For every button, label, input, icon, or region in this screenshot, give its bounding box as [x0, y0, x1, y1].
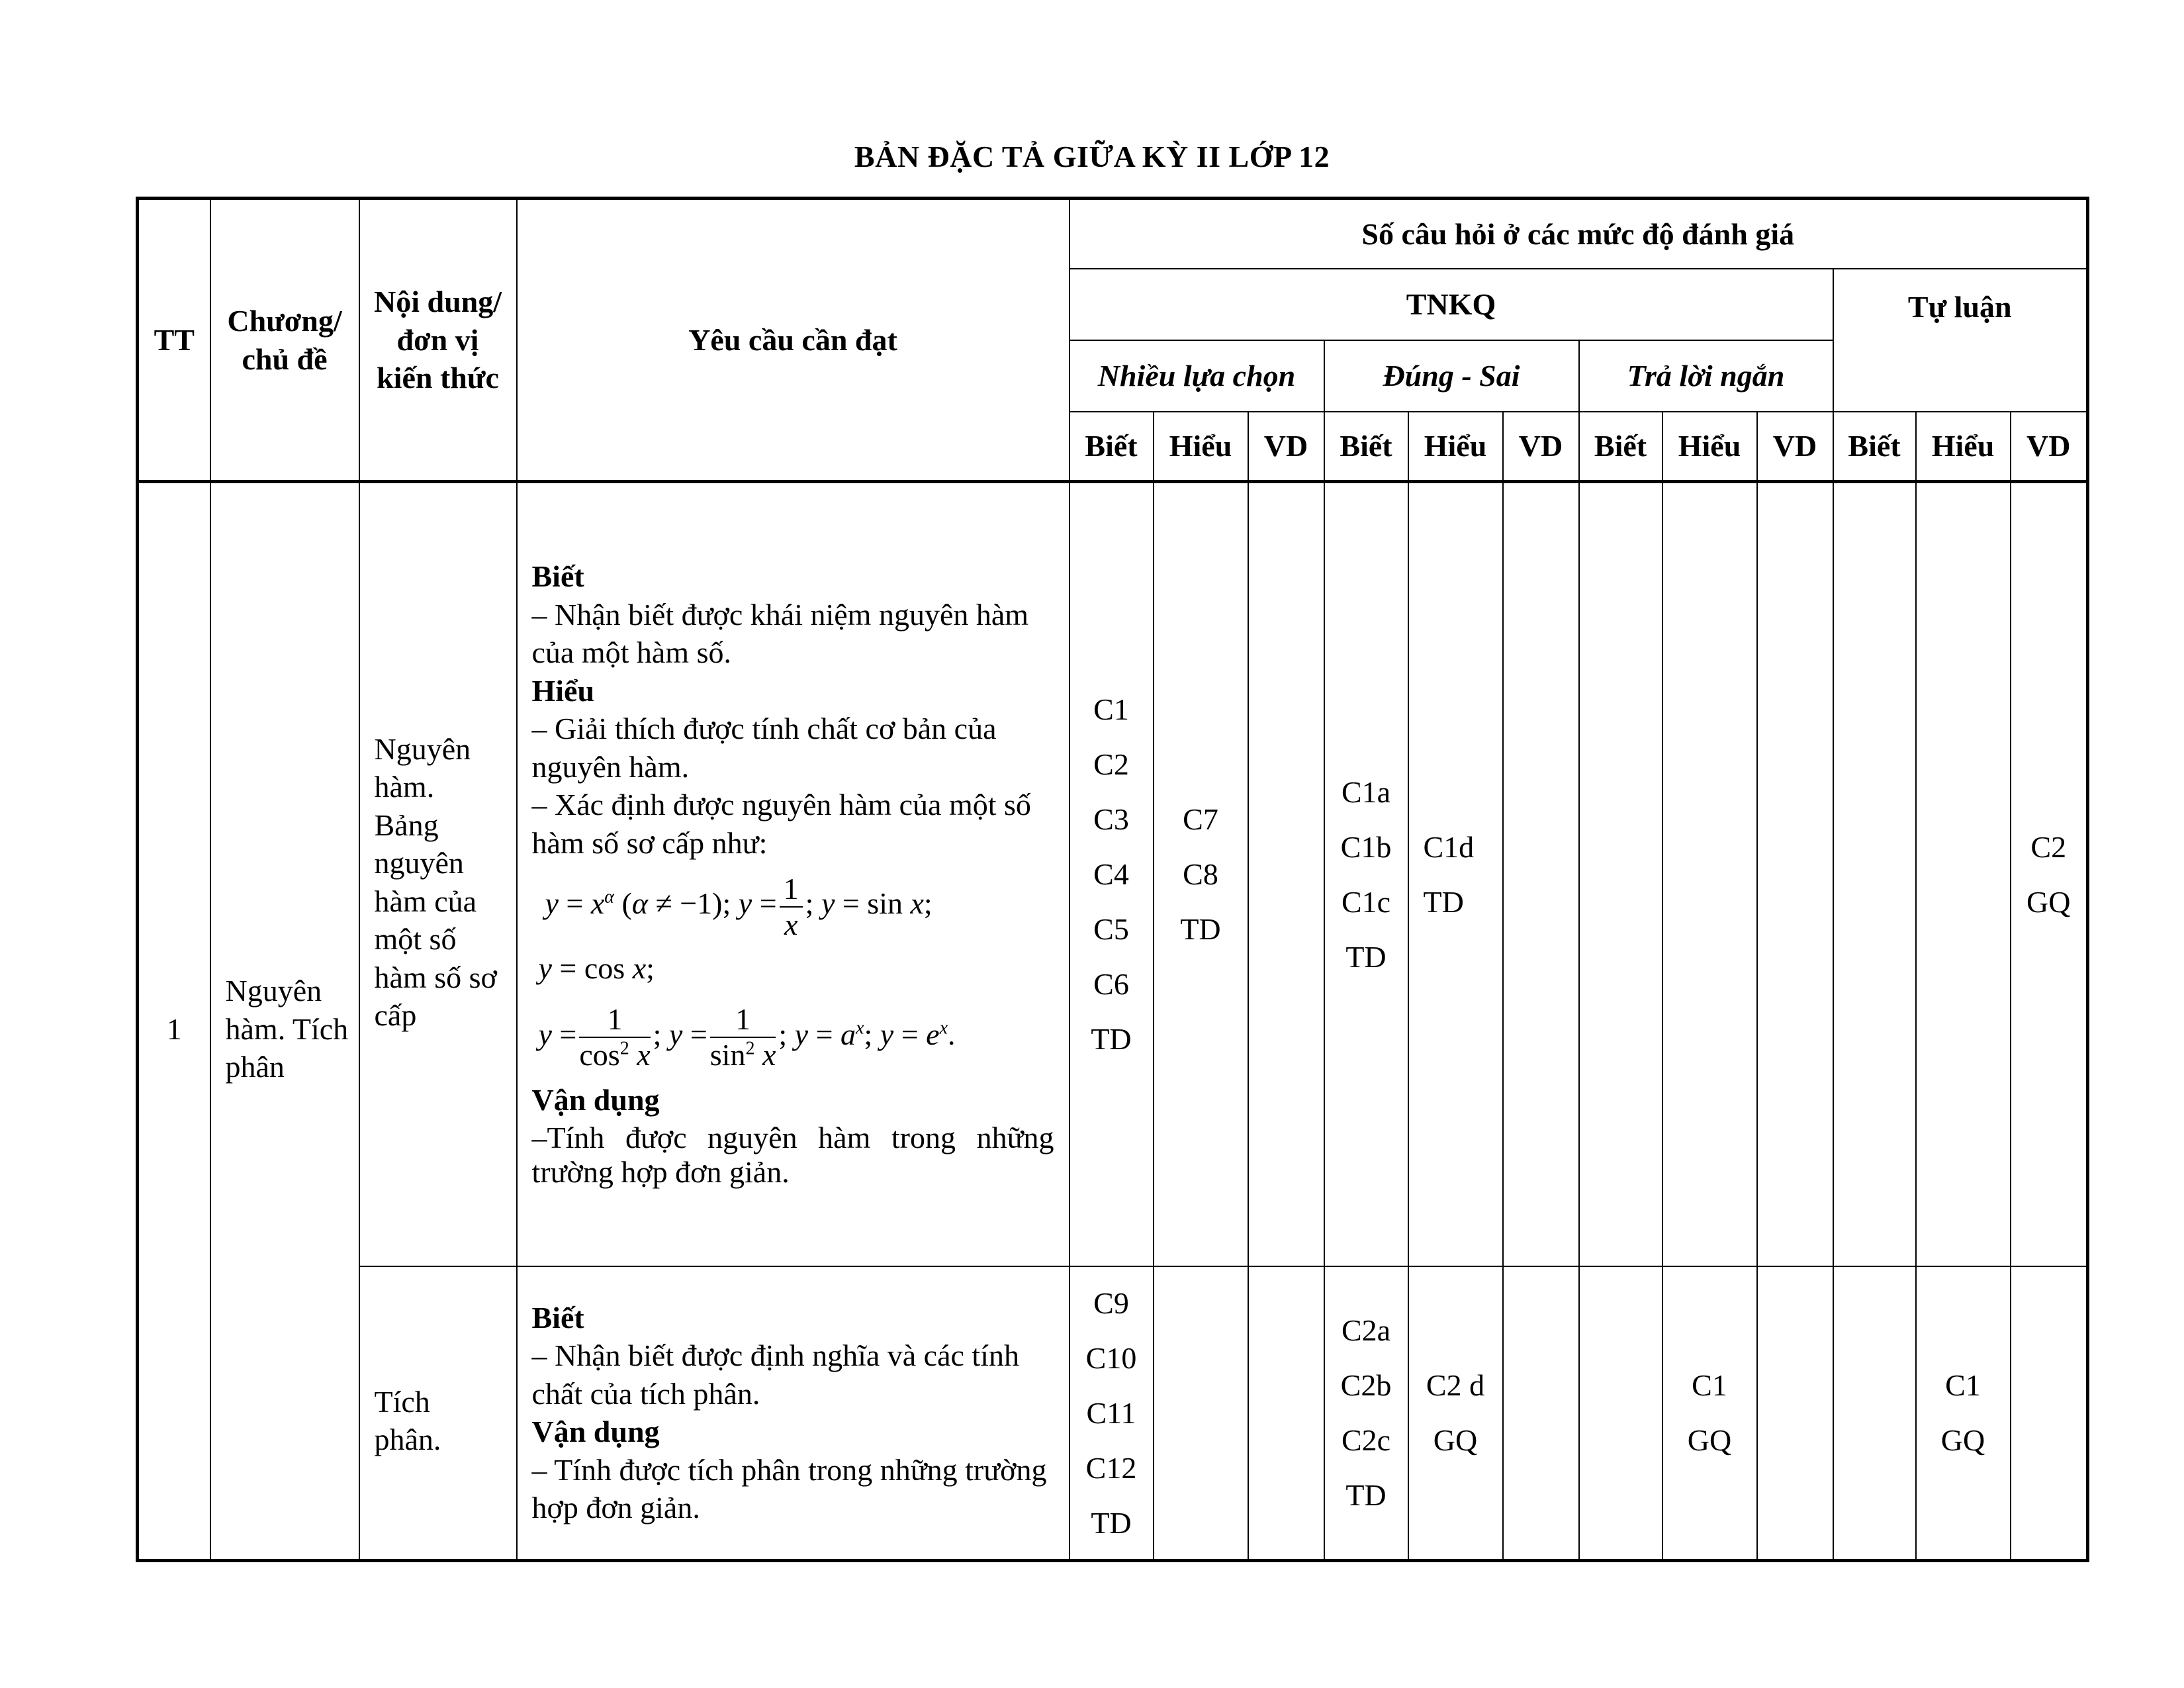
requirement-item: – Tính được tích phân trong những trường hợp đơn giản.	[531, 1452, 1047, 1525]
unit-content: Tích phân.	[359, 1266, 517, 1561]
requirement-item: – Nhận biết được khái niệm nguyên hàm của một hàm số.	[531, 597, 1029, 670]
page-title: BẢN ĐẶC TẢ GIỮA KỲ II LỚP 12	[854, 140, 1330, 173]
level-sa-hieu: Hiểu	[1662, 412, 1757, 482]
cell-essay-vd: C2 GQ	[2011, 482, 2088, 1266]
cell-mc-biet: C1 C2 C3 C4 C5 C6 TD	[1069, 482, 1154, 1266]
cell-mc-vd	[1248, 1266, 1324, 1561]
requirement-item: – Xác định được nguyên hàm của một số hàm số sơ cấp như:	[531, 788, 1031, 860]
cell-mc-vd	[1248, 482, 1324, 1266]
header-essay: Tự luận	[1833, 269, 2088, 412]
level-label-hieu: Hiểu	[531, 673, 595, 708]
formula-line-2: y = cos x;	[538, 951, 655, 985]
cell-essay-biet	[1833, 482, 1916, 1266]
level-label-biet: Biết	[531, 559, 584, 594]
header-multiple-choice: Nhiều lựa chọn	[1069, 340, 1324, 412]
unit-content: Nguyên hàm. Bảng nguyên hàm của một số hàm số sơ cấp	[359, 482, 517, 1266]
table-row	[138, 482, 2088, 1266]
cell-mc-biet: C9 C10 C11 C12 TD	[1069, 1266, 1154, 1561]
cell-mc-hieu	[1154, 1266, 1248, 1561]
cell-sa-vd	[1757, 482, 1833, 1266]
requirement-item: trường hợp đơn giản.	[531, 1154, 790, 1189]
header-assessment-group: Số câu hỏi ở các mức độ đánh giá	[1069, 199, 2088, 269]
formula-line-1: $y = x^\alpha$ (α ≠ −1); y = $\frac{1}{x}$ ; y = sin x;	[545, 871, 933, 941]
cell-tf-hieu: C1d TD	[1408, 482, 1503, 1266]
specification-table	[136, 197, 2089, 1562]
cell-sa-hieu	[1662, 482, 1757, 1266]
cell-tf-vd	[1503, 1266, 1579, 1561]
level-tf-biet: Biết	[1324, 412, 1408, 482]
header-short-answer: Trả lời ngắn	[1579, 340, 1833, 412]
cell-essay-hieu	[1916, 482, 2011, 1266]
level-label-biet: Biết	[531, 1300, 584, 1335]
cell-tf-hieu: C2 d GQ	[1408, 1266, 1503, 1561]
level-tf-vd: VD	[1503, 412, 1579, 482]
requirement-item: –Tính được nguyên hàm trong những	[531, 1121, 1054, 1155]
requirement-cell	[517, 1266, 1069, 1561]
chapter-name: Nguyên hàm. Tích phân	[210, 482, 359, 1561]
level-mc-hieu: Hiểu	[1154, 412, 1248, 482]
formula-line-3: y = $\frac{1}{\cos^2 x}$ ; y = $\frac{1}{\sin^2 x}$ ; $y = a^x$; $y = e^x$.	[538, 1002, 956, 1072]
header-tt: TT	[138, 199, 210, 482]
table-row	[138, 1266, 2088, 1561]
cell-mc-hieu: C7 C8 TD	[1154, 482, 1248, 1266]
level-essay-hieu: Hiểu	[1916, 412, 2011, 482]
cell-sa-biet	[1579, 482, 1662, 1266]
header-content: Nội dung/đơn vị kiến thức	[359, 199, 517, 482]
cell-sa-hieu: C1 GQ	[1662, 1266, 1757, 1561]
cell-essay-hieu: C1 GQ	[1916, 1266, 2011, 1561]
requirement-item: – Giải thích được tính chất cơ bản của nguyên hàm.	[531, 712, 997, 784]
header-tnkq: TNKQ	[1069, 269, 1833, 340]
row-number: 1	[138, 482, 210, 1561]
formula-block	[532, 867, 1054, 1074]
level-mc-biet: Biết	[1069, 412, 1154, 482]
level-mc-vd: VD	[1248, 412, 1324, 482]
cell-sa-vd	[1757, 1266, 1833, 1561]
level-sa-vd: VD	[1757, 412, 1833, 482]
cell-essay-biet	[1833, 1266, 1916, 1561]
requirement-item: – Nhận biết được định nghĩa và các tính chất của tích phân.	[531, 1338, 1019, 1411]
level-essay-vd: VD	[2011, 412, 2088, 482]
cell-tf-biet: C1a C1b C1c TD	[1324, 482, 1408, 1266]
level-label-vd: Vận dụng	[531, 1415, 660, 1449]
level-label-vd: Vận dụng	[531, 1082, 660, 1117]
cell-sa-biet	[1579, 1266, 1662, 1561]
header-requirement: Yêu cầu cần đạt	[517, 199, 1069, 482]
requirement-cell	[517, 482, 1069, 1266]
cell-tf-vd	[1503, 482, 1579, 1266]
level-essay-biet: Biết	[1833, 412, 1916, 482]
cell-essay-vd	[2011, 1266, 2088, 1561]
cell-tf-biet: C2a C2b C2c TD	[1324, 1266, 1408, 1561]
header-chapter: Chương/ chủ đề	[210, 199, 359, 482]
header-true-false: Đúng - Sai	[1324, 340, 1579, 412]
level-tf-hieu: Hiểu	[1408, 412, 1503, 482]
level-sa-biet: Biết	[1579, 412, 1662, 482]
